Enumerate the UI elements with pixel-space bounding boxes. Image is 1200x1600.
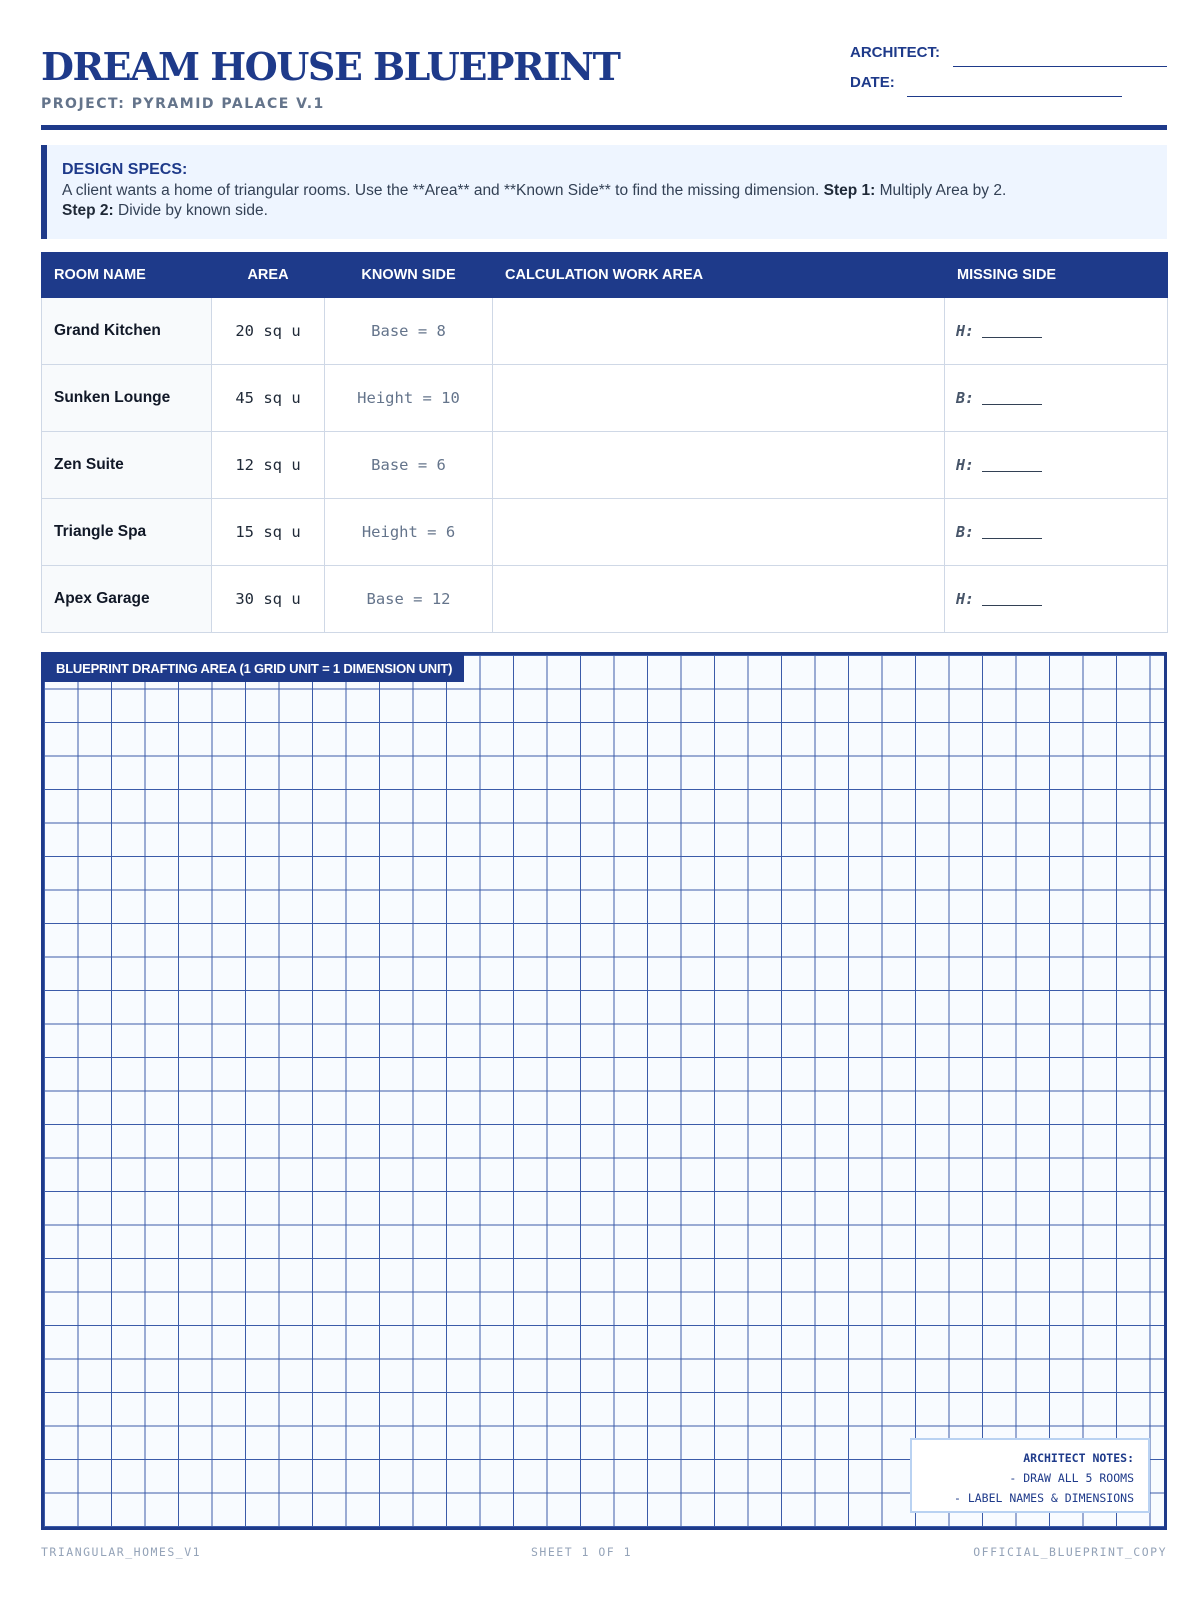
date-field[interactable] <box>907 96 1122 97</box>
table-row <box>42 432 1168 499</box>
col-header-known-side: KNOWN SIDE <box>325 253 493 298</box>
specs-heading: DESIGN SPECS: <box>62 161 188 178</box>
table-row <box>42 298 1168 365</box>
room-name: Triangle Spa <box>42 499 212 566</box>
footer-right: OFFICIAL_BLUEPRINT_COPY <box>973 1545 1167 1559</box>
rooms-table <box>41 252 1168 633</box>
missing-side-label: H: <box>956 589 975 608</box>
calculation-cell[interactable] <box>493 499 945 566</box>
missing-side-label: B: <box>956 522 975 541</box>
room-name: Sunken Lounge <box>42 365 212 432</box>
architect-label: ARCHITECT: <box>850 44 940 61</box>
architect-notes-box <box>910 1438 1150 1513</box>
calculation-cell[interactable] <box>493 365 945 432</box>
specs-intro: A client wants a home of triangular rooms. Use the **Area** and **Known Side** to find the missing dimension. <box>62 182 820 199</box>
col-header-missing-side: MISSING SIDE <box>945 253 1168 298</box>
note-item: - LABEL NAMES & DIMENSIONS <box>953 1491 1134 1505</box>
missing-side-cell[interactable] <box>945 566 1168 633</box>
missing-side-label: H: <box>956 321 975 340</box>
missing-side-label: B: <box>956 388 975 407</box>
page-title: DREAM HOUSE BLUEPRINT <box>41 44 620 89</box>
missing-side-cell[interactable] <box>945 432 1168 499</box>
missing-side-cell[interactable] <box>945 365 1168 432</box>
col-header-area: AREA <box>212 253 325 298</box>
drafting-area-label: BLUEPRINT DRAFTING AREA (1 GRID UNIT = 1 DIMENSION UNIT) <box>44 655 464 682</box>
calculation-cell[interactable] <box>493 298 945 365</box>
answer-line[interactable] <box>982 538 1042 539</box>
title-divider <box>41 125 1167 130</box>
table-row <box>42 365 1168 432</box>
step2-label: Step 2: <box>62 202 114 219</box>
calculation-cell[interactable] <box>493 432 945 499</box>
room-area: 12 sq u <box>212 432 325 499</box>
missing-side-label: H: <box>956 455 975 474</box>
room-known-side: Base = 8 <box>325 298 493 365</box>
note-item: - DRAW ALL 5 ROOMS <box>1009 1471 1134 1485</box>
step1-label: Step 1: <box>823 182 876 199</box>
blueprint-drafting-grid[interactable] <box>41 652 1167 1530</box>
answer-line[interactable] <box>982 404 1042 405</box>
step1-text: Multiply Area by 2. <box>879 182 1007 199</box>
answer-line[interactable] <box>982 337 1042 338</box>
room-known-side: Base = 12 <box>325 566 493 633</box>
room-name: Grand Kitchen <box>42 298 212 365</box>
specs-text <box>62 181 1153 221</box>
notes-heading: ARCHITECT NOTES: <box>1023 1451 1134 1465</box>
room-known-side: Base = 6 <box>325 432 493 499</box>
col-header-room-name: ROOM NAME <box>42 253 212 298</box>
table-header-row <box>42 253 1168 298</box>
calculation-cell[interactable] <box>493 566 945 633</box>
missing-side-cell[interactable] <box>945 499 1168 566</box>
room-area: 15 sq u <box>212 499 325 566</box>
project-subtitle: PROJECT: PYRAMID PALACE V.1 <box>41 96 325 112</box>
room-area: 30 sq u <box>212 566 325 633</box>
table-row <box>42 566 1168 633</box>
answer-line[interactable] <box>982 605 1042 606</box>
footer-center: SHEET 1 OF 1 <box>531 1545 633 1559</box>
room-name: Zen Suite <box>42 432 212 499</box>
footer-left: TRIANGULAR_HOMES_V1 <box>41 1545 202 1559</box>
design-specs-box <box>41 145 1167 239</box>
step2-text: Divide by known side. <box>118 202 268 219</box>
room-area: 20 sq u <box>212 298 325 365</box>
room-known-side: Height = 6 <box>325 499 493 566</box>
missing-side-cell[interactable] <box>945 298 1168 365</box>
room-name: Apex Garage <box>42 566 212 633</box>
table-row <box>42 499 1168 566</box>
room-area: 45 sq u <box>212 365 325 432</box>
col-header-calculation: CALCULATION WORK AREA <box>493 253 945 298</box>
date-label: DATE: <box>850 74 895 91</box>
answer-line[interactable] <box>982 471 1042 472</box>
architect-field[interactable] <box>953 66 1167 67</box>
room-known-side: Height = 10 <box>325 365 493 432</box>
